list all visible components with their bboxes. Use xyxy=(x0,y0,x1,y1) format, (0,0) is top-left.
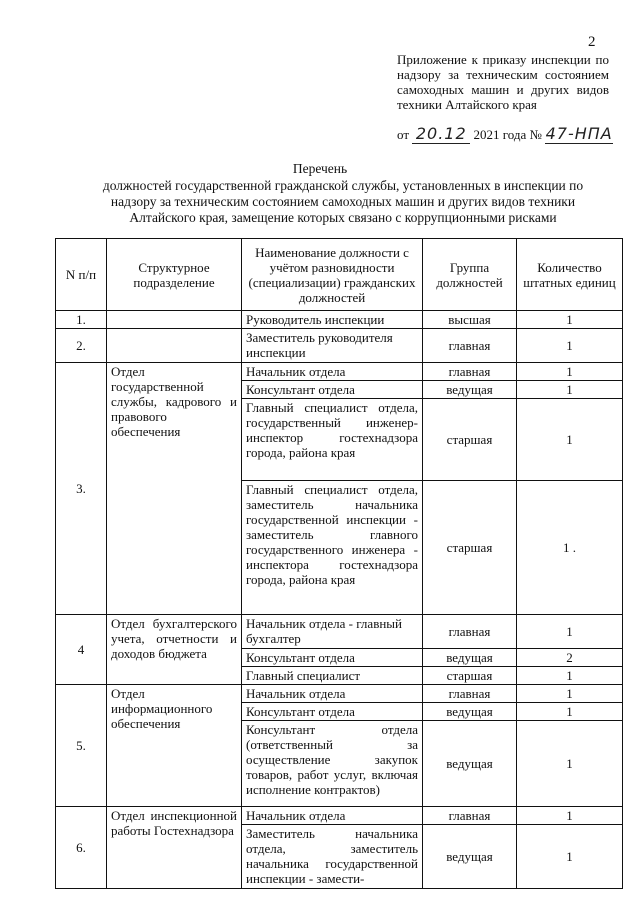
document-subtitle: должностей государственной гражданской службы, установленных в инспекции по надзору за техническим состоянием самоходных машин и других видов техники Алтайского края, замещение которых связано с коррупционными рисками xyxy=(102,178,584,225)
annex-note: Приложение к приказу инспекции по надзору за техническим состоянием самоходных машин и других видов техники Алтайского края xyxy=(397,52,609,112)
header-count: Количество штатных единиц xyxy=(517,239,623,311)
row-count: 1 xyxy=(517,685,623,703)
row-group: старшая xyxy=(423,481,517,615)
document-title: Перечень xyxy=(292,161,348,176)
row-count: 1 xyxy=(517,381,623,399)
positions-table xyxy=(55,238,623,889)
table-row xyxy=(56,685,623,703)
row-position: Заместитель руководителя инспекции xyxy=(242,329,423,363)
row-position: Начальник отдела xyxy=(242,807,423,825)
table-row xyxy=(56,329,623,363)
table-row xyxy=(56,363,623,381)
header-group: Группа должностей xyxy=(423,239,517,311)
row-position: Консультант отдела (ответственный за осуществление закупок товаров, работ услуг, включая исполнение контрактов) xyxy=(242,721,423,807)
row-count: 1 xyxy=(517,703,623,721)
row-count: 1 xyxy=(517,667,623,685)
row-unit xyxy=(107,329,242,363)
row-num: 4 xyxy=(56,615,107,685)
row-count: 1 xyxy=(517,311,623,329)
row-count: 1 xyxy=(517,363,623,381)
header-num: N п/п xyxy=(56,239,107,311)
table-row xyxy=(56,615,623,649)
row-unit: Отдел инспекционной работы Гостехнадзора xyxy=(107,807,242,889)
row-count: 1 xyxy=(517,825,623,889)
row-count: 1 xyxy=(517,615,623,649)
row-unit: Отдел бухгалтерского учета, отчетности и доходов бюджета xyxy=(107,615,242,685)
row-position: Главный специалист отдела, государственный инженер-инспектор гостехнадзора города, района края xyxy=(242,399,423,481)
page-number: 2 xyxy=(588,34,596,50)
row-group: главная xyxy=(423,363,517,381)
row-group: главная xyxy=(423,685,517,703)
row-count: 1 . xyxy=(517,481,623,615)
row-position: Консультант отдела xyxy=(242,703,423,721)
row-num: 2. xyxy=(56,329,107,363)
row-num: 6. xyxy=(56,807,107,889)
row-position: Начальник отдела xyxy=(242,363,423,381)
row-position: Консультант отдела xyxy=(242,649,423,667)
annex-date-year: 2021 года № xyxy=(473,127,542,142)
row-group: ведущая xyxy=(423,703,517,721)
row-group: высшая xyxy=(423,311,517,329)
row-count: 1 xyxy=(517,807,623,825)
row-position: Главный специалист xyxy=(242,667,423,685)
row-num: 3. xyxy=(56,363,107,615)
annex-date-prefix: от xyxy=(397,127,410,142)
row-group: старшая xyxy=(423,399,517,481)
row-count: 1 xyxy=(517,399,623,481)
annex-date-line xyxy=(397,124,613,144)
row-count: 1 xyxy=(517,329,623,363)
row-group: ведущая xyxy=(423,825,517,889)
row-count: 1 xyxy=(517,721,623,807)
row-unit: Отдел государственной службы, кадрового и правового обеспечения xyxy=(107,363,242,615)
row-group: главная xyxy=(423,329,517,363)
row-position: Начальник отдела xyxy=(242,685,423,703)
row-group: ведущая xyxy=(423,649,517,667)
header-position: Наименование должности с учётом разновидности (специализации) гражданских должностей xyxy=(242,239,423,311)
row-group: ведущая xyxy=(423,721,517,807)
row-unit xyxy=(107,311,242,329)
row-count: 2 xyxy=(517,649,623,667)
row-position: Заместитель начальника отдела, заместитель начальника государственной инспекции - замести- xyxy=(242,825,423,889)
table-row xyxy=(56,311,623,329)
row-position: Начальник отдела - главный бухгалтер xyxy=(242,615,423,649)
row-position: Главный специалист отдела, заместитель начальника государственной инспекции - заместитель главного государственного инженера - инспектора гостехнадзора города, района края xyxy=(242,481,423,615)
row-unit: Отдел информационного обеспечения xyxy=(107,685,242,807)
handwritten-date: 20.12 xyxy=(412,124,470,144)
row-group: ведущая xyxy=(423,381,517,399)
row-group: главная xyxy=(423,615,517,649)
header-unit: Структурное подразделение xyxy=(107,239,242,311)
table-header-row xyxy=(56,239,623,311)
row-group: главная xyxy=(423,807,517,825)
row-num: 1. xyxy=(56,311,107,329)
row-position: Консультант отдела xyxy=(242,381,423,399)
row-group: старшая xyxy=(423,667,517,685)
handwritten-order-number: 47-НПА xyxy=(545,124,613,143)
table-row xyxy=(56,807,623,825)
row-num: 5. xyxy=(56,685,107,807)
row-position: Руководитель инспекции xyxy=(242,311,423,329)
